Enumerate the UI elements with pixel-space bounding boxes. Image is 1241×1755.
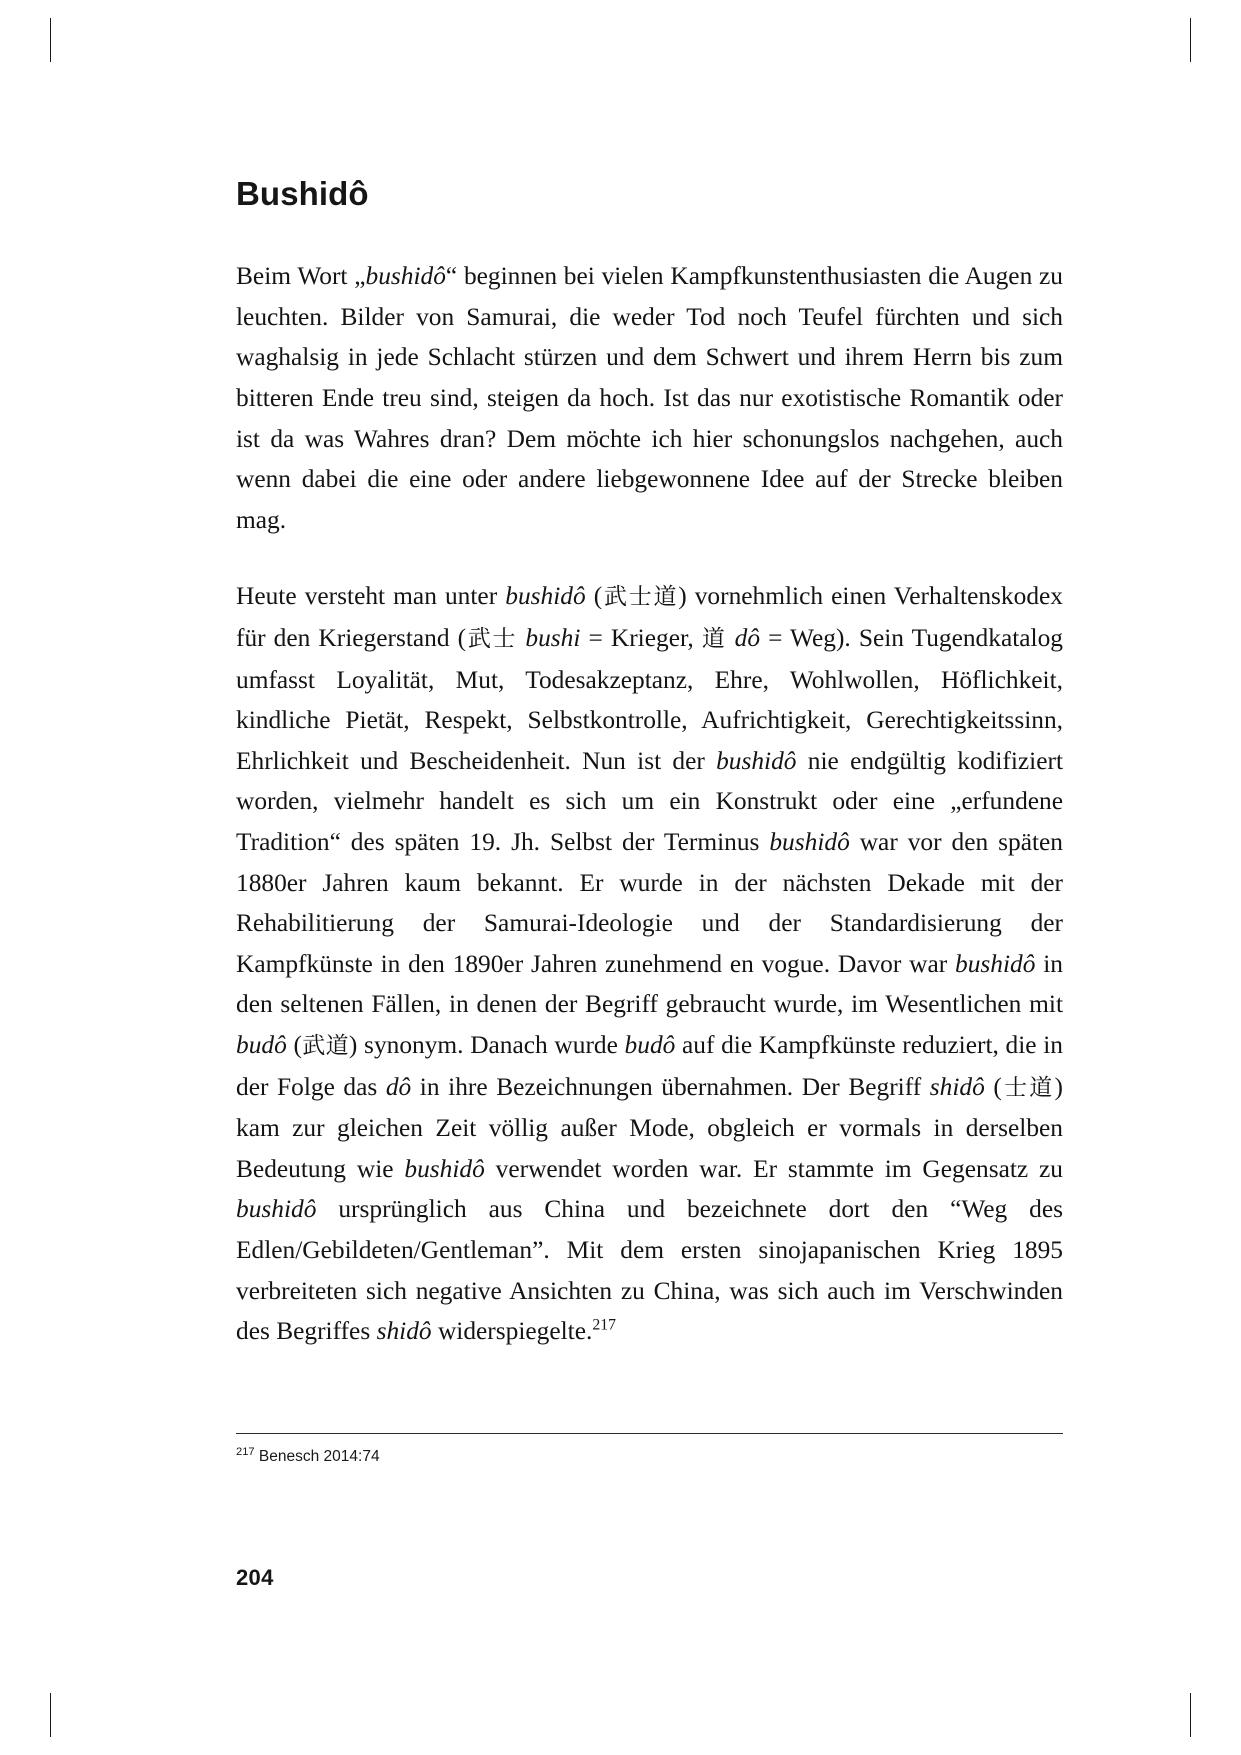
- text-run: Beim Wort „: [236, 262, 366, 291]
- text-run: auf die Kampfkünste reduziert, die in der Folge das: [236, 1030, 1063, 1101]
- text-run: nie endgültig kodifiziert worden, vielmehr handelt es sich um ein Konstrukt oder eine „erfundene Tradition“ des späten 19. Jh. Selbst der Terminus: [236, 746, 1063, 857]
- japanese-term: 武士: [466, 626, 518, 653]
- footnote-area: [236, 1433, 1063, 1468]
- text-run: widerspiegelte.: [431, 1317, 593, 1346]
- text-run: Heute versteht man unter: [236, 582, 506, 611]
- emphasis-term: dô: [734, 624, 761, 653]
- emphasis-term: budô: [236, 1030, 287, 1059]
- japanese-term: 道: [701, 626, 727, 653]
- text-run: [727, 624, 735, 652]
- text-run: ) synonym. Danach wurde: [348, 1030, 625, 1059]
- body-paragraph-1: [236, 256, 1063, 540]
- text-run: in den seltenen Fällen, in denen der Begriff gebraucht wurde, im Wesentlichen mit: [236, 949, 1063, 1019]
- emphasis-term: bushidô: [404, 1154, 485, 1183]
- emphasis-term: dô: [385, 1072, 412, 1101]
- emphasis-term: bushidô: [955, 949, 1036, 978]
- text-run: (: [585, 582, 603, 611]
- crop-mark-top-right: [1190, 18, 1191, 62]
- body-paragraph-2: [236, 576, 1063, 1351]
- emphasis-term: bushi: [525, 624, 581, 653]
- japanese-term: 武道: [301, 1032, 349, 1059]
- emphasis-term: shidô: [929, 1072, 985, 1101]
- footnote-reference: 217: [592, 1316, 616, 1334]
- text-run: verwendet worden war. Er stammte im Gegensatz zu: [484, 1154, 1063, 1183]
- emphasis-term: bushidô: [505, 582, 586, 611]
- text-run: in ihre Bezeichnungen übernahmen. Der Begriff: [411, 1072, 930, 1101]
- text-run: ursprünglich aus China und bezeichnete dort den “Weg des Edlen/Gebildeten/Gentleman”. Mit dem ersten sinojapanischen Krieg 1895 verbreiteten sich negative Ansichten zu China, was sich auch im Verschwinden des Begriffes: [236, 1195, 1063, 1346]
- japanese-term: 士道: [1001, 1074, 1055, 1101]
- footnote-entry: [236, 1447, 1063, 1468]
- text-run: ) vornehmlich einen Verhaltenskodex für den Kriegerstand (: [236, 582, 1063, 653]
- footnote-text: Benesch 2014:74: [254, 1448, 380, 1465]
- text-run: war vor den späten 1880er Jahren kaum bekannt. Er wurde in der nächsten Dekade mit der Rehabilitierung der Samurai-Ideologie und der Standardisierung der Kampfkünste in den 1890er Jahren zunehmend en vogue. Davor war: [236, 828, 1063, 978]
- text-run: ) kam zur gleichen Zeit völlig außer Mode, obgleich er vormals in derselben Bedeutung wie: [236, 1072, 1063, 1183]
- emphasis-term: shidô: [376, 1317, 432, 1346]
- page-heading: Bushidô: [236, 175, 369, 212]
- japanese-term: 武士道: [602, 584, 679, 611]
- text-run: “ beginnen bei vielen Kampfkunstenthusiasten die Augen zu leuchten. Bilder von Samurai, die weder Tod noch Teufel fürchten und sich waghalsig in jede Schlacht stürzen und dem Schwert und ihrem Herrn bis zum bitteren Ende treu sind, steigen da hoch. Ist das nur exotistische Romantik oder ist da was Wahres dran? Dem möchte ich hier schonungslos nachgehen, auch wenn dabei die eine oder andere liebgewonnene Idee auf der Strecke bleiben mag.: [236, 262, 1063, 534]
- emphasis-term: bushidô: [716, 746, 797, 775]
- text-run: (: [984, 1072, 1002, 1101]
- crop-mark-top-left: [50, 18, 51, 62]
- page-number: 204: [236, 1565, 274, 1590]
- footnote-separator-rule: [236, 1433, 1063, 1434]
- crop-mark-bottom-right: [1190, 1693, 1191, 1737]
- emphasis-term: bushidô: [365, 262, 446, 291]
- text-column: [236, 176, 1063, 1352]
- text-run: = Weg). Sein Tugendkatalog umfasst Loyalität, Mut, Todesakzeptanz, Ehre, Wohlwollen, Höflichkeit, kindliche Pietät, Respekt, Selbstkontrolle, Aufrichtigkeit, Gerechtigkeitssinn, Ehrlichkeit und Bescheidenheit. Nun ist der: [236, 624, 1063, 775]
- crop-mark-bottom-left: [50, 1693, 51, 1737]
- footnote-marker: 217: [236, 1445, 255, 1458]
- emphasis-term: bushidô: [769, 828, 850, 857]
- text-run: = Krieger,: [580, 624, 702, 653]
- emphasis-term: bushidô: [236, 1195, 317, 1224]
- text-run: (: [286, 1030, 302, 1059]
- emphasis-term: budô: [624, 1030, 676, 1059]
